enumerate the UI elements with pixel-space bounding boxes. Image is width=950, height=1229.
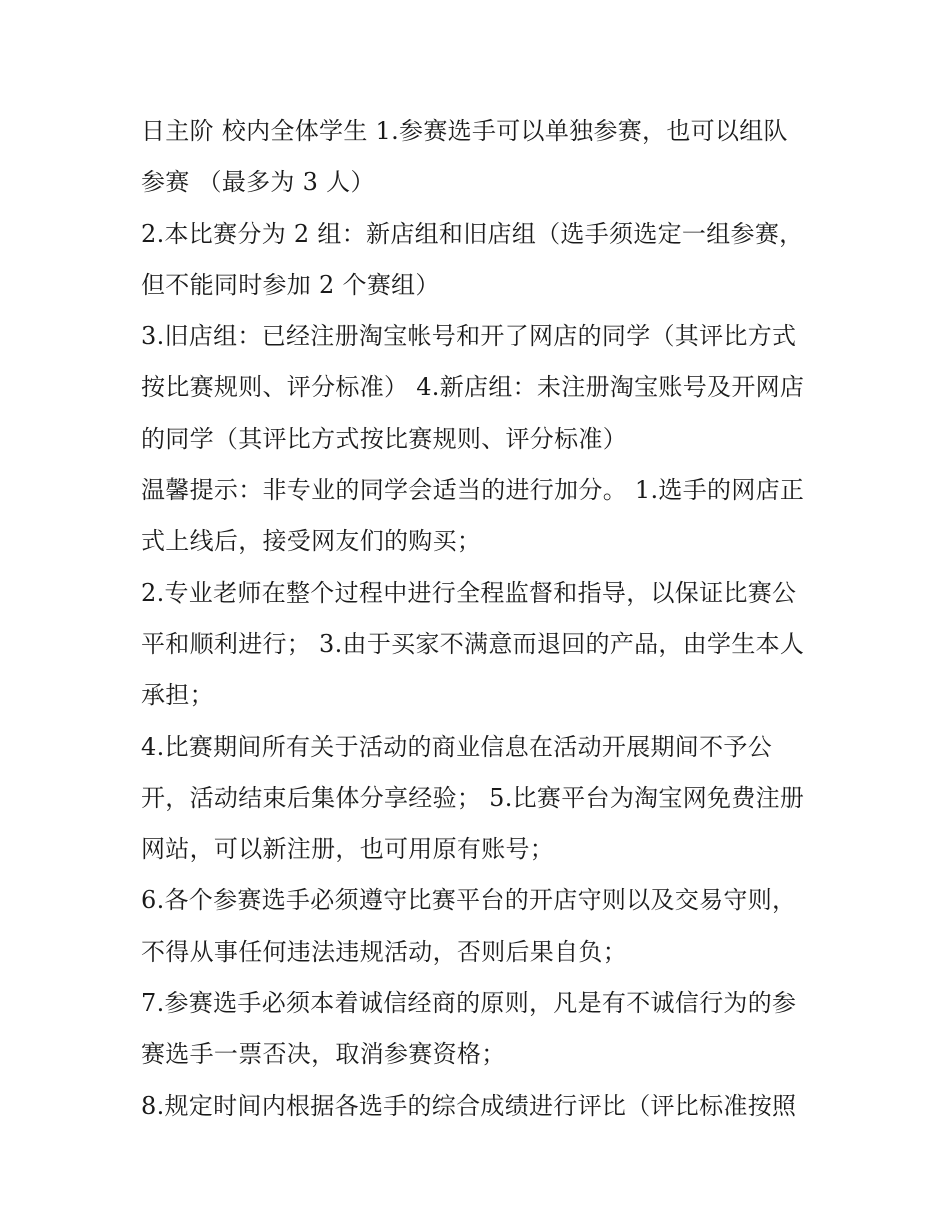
text-line: 但不能同时参加 2 个赛组） bbox=[141, 270, 440, 299]
text-line: 日主阶 校内全体学生 1.参赛选手可以单独参赛，也可以组队 bbox=[141, 117, 788, 145]
text-line: 赛选手一票否决，取消参赛资格； bbox=[141, 1040, 506, 1069]
text-line: 6.各个参赛选手必须遵守比赛平台的开店守则以及交易守则， bbox=[141, 886, 797, 915]
text-line: 3.旧店组：已经注册淘宝帐号和开了网店的同学（其评比方式 bbox=[141, 322, 797, 351]
text-line: 温馨提示：非专业的同学会适当的进行加分。 1.选手的网店正 bbox=[141, 476, 805, 505]
text-line: 4.比赛期间所有关于活动的商业信息在活动开展期间不予公 bbox=[141, 732, 772, 761]
text-line: 参赛 （最多为 3 人） bbox=[141, 168, 375, 197]
text-line: 按比赛规则、评分标准） 4.新店组：未注册淘宝账号及开网店 bbox=[141, 373, 805, 402]
text-line: 2.专业老师在整个过程中进行全程监督和指导，以保证比赛公 bbox=[141, 578, 797, 607]
text-line: 7.参赛选手必须本着诚信经商的原则，凡是有不诚信行为的参 bbox=[141, 989, 797, 1018]
text-line: 不得从事任何违法违规活动，否则后果自负； bbox=[141, 937, 627, 966]
text-line: 网站，可以新注册，也可用原有账号； bbox=[141, 835, 555, 864]
text-line: 承担； bbox=[141, 681, 214, 710]
text-line: 开，活动结束后集体分享经验； 5.比赛平台为淘宝网免费注册 bbox=[141, 783, 805, 812]
text-line: 2.本比赛分为 2 组：新店组和旧店组（选手须选定一组参赛， bbox=[141, 219, 804, 248]
text-line: 的同学（其评比方式按比赛规则、评分标准） bbox=[141, 424, 627, 453]
text-line: 8.规定时间内根据各选手的综合成绩进行评比（评比标准按照 bbox=[141, 1091, 797, 1120]
text-line: 平和顺利进行； 3.由于买家不满意而退回的产品，由学生本人 bbox=[141, 629, 805, 658]
body-text bbox=[141, 106, 813, 1132]
text-line: 式上线后，接受网友们的购买； bbox=[141, 527, 482, 556]
